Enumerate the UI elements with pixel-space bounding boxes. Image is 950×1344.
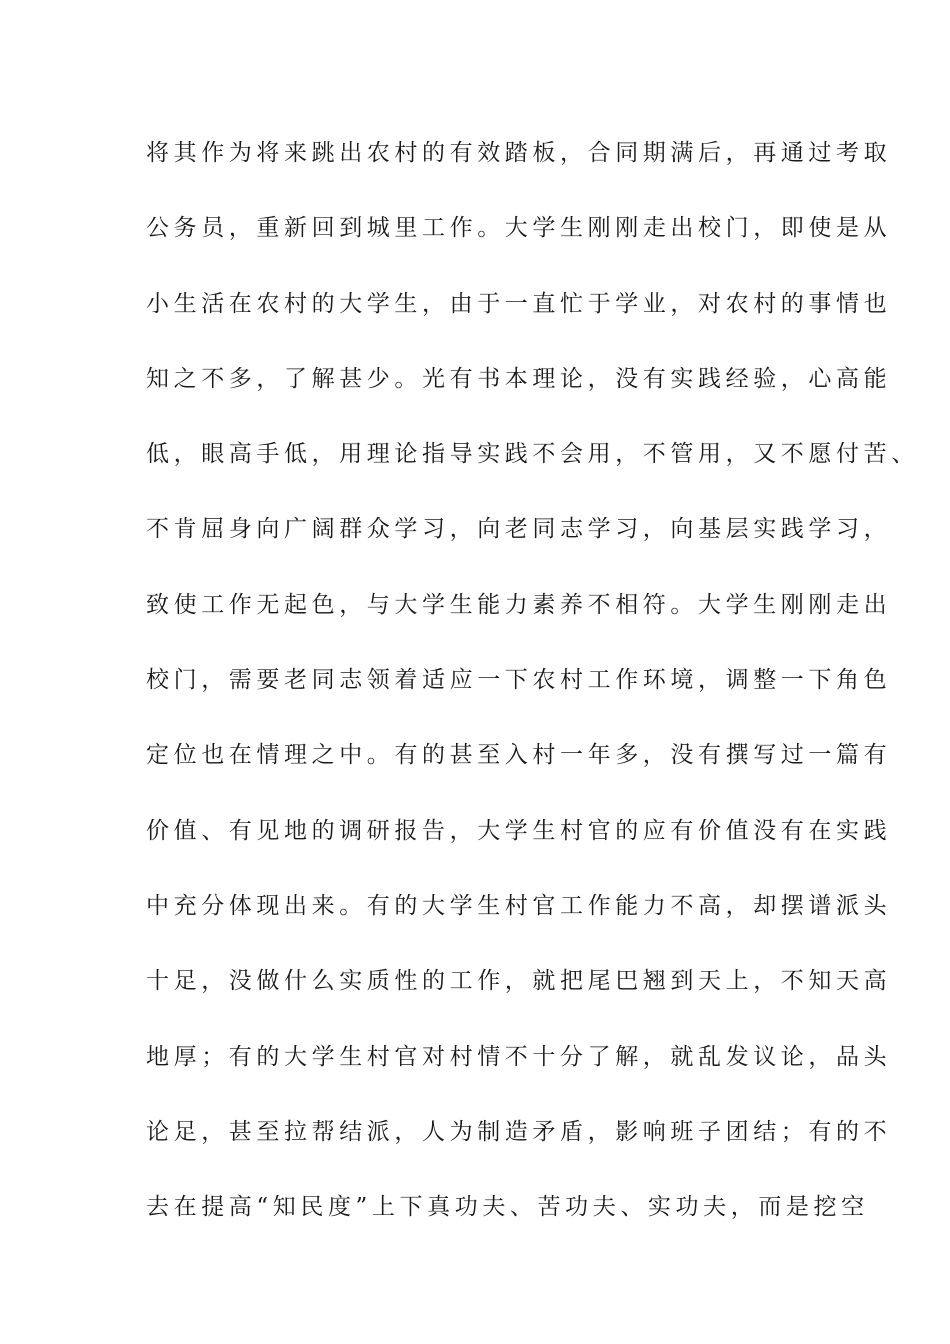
text-line: 十足，没做什么实质性的工作，就把尾巴翘到天上，不知天高 — [146, 968, 892, 995]
text-line: 小生活在农村的大学生，由于一直忙于学业，对农村的事情也 — [146, 290, 892, 317]
text-line: 将其作为将来跳出农村的有效踏板，合同期满后，再通过考取 — [146, 140, 892, 166]
text-line: 地厚；有的大学生村官对村情不十分了解，就乱发议论，品头 — [146, 1043, 892, 1070]
text-line: 校门，需要老同志领着适应一下农村工作环境，调整一下角色 — [146, 667, 892, 694]
text-line: 低，眼高手低，用理论指导实践不会用，不管用，又不愿付苦、 — [146, 441, 919, 468]
text-line: 知之不多，了解甚少。光有书本理论，没有实践经验，心高能 — [146, 365, 892, 392]
text-line: 论足，甚至拉帮结派，人为制造矛盾，影响班子团结；有的不 — [146, 1118, 892, 1145]
body-text — [146, 132, 919, 1261]
text-line: 致使工作无起色，与大学生能力素养不相符。大学生刚刚走出 — [146, 591, 892, 618]
text-line: 不肯屈身向广阔群众学习，向老同志学习，向基层实践学习， — [146, 516, 892, 543]
text-line: 去在提高“知民度”上下真功夫、苦功夫、实功夫，而是挖空 — [146, 1194, 869, 1221]
text-line: 公务员，重新回到城里工作。大学生刚刚走出校门，即使是从 — [146, 215, 892, 242]
text-line: 价值、有见地的调研报告，大学生村官的应有价值没有在实践 — [146, 817, 892, 844]
text-line: 中充分体现出来。有的大学生村官工作能力不高，却摆谱派头 — [146, 892, 892, 919]
text-line: 定位也在情理之中。有的甚至入村一年多，没有撰写过一篇有 — [146, 742, 892, 769]
